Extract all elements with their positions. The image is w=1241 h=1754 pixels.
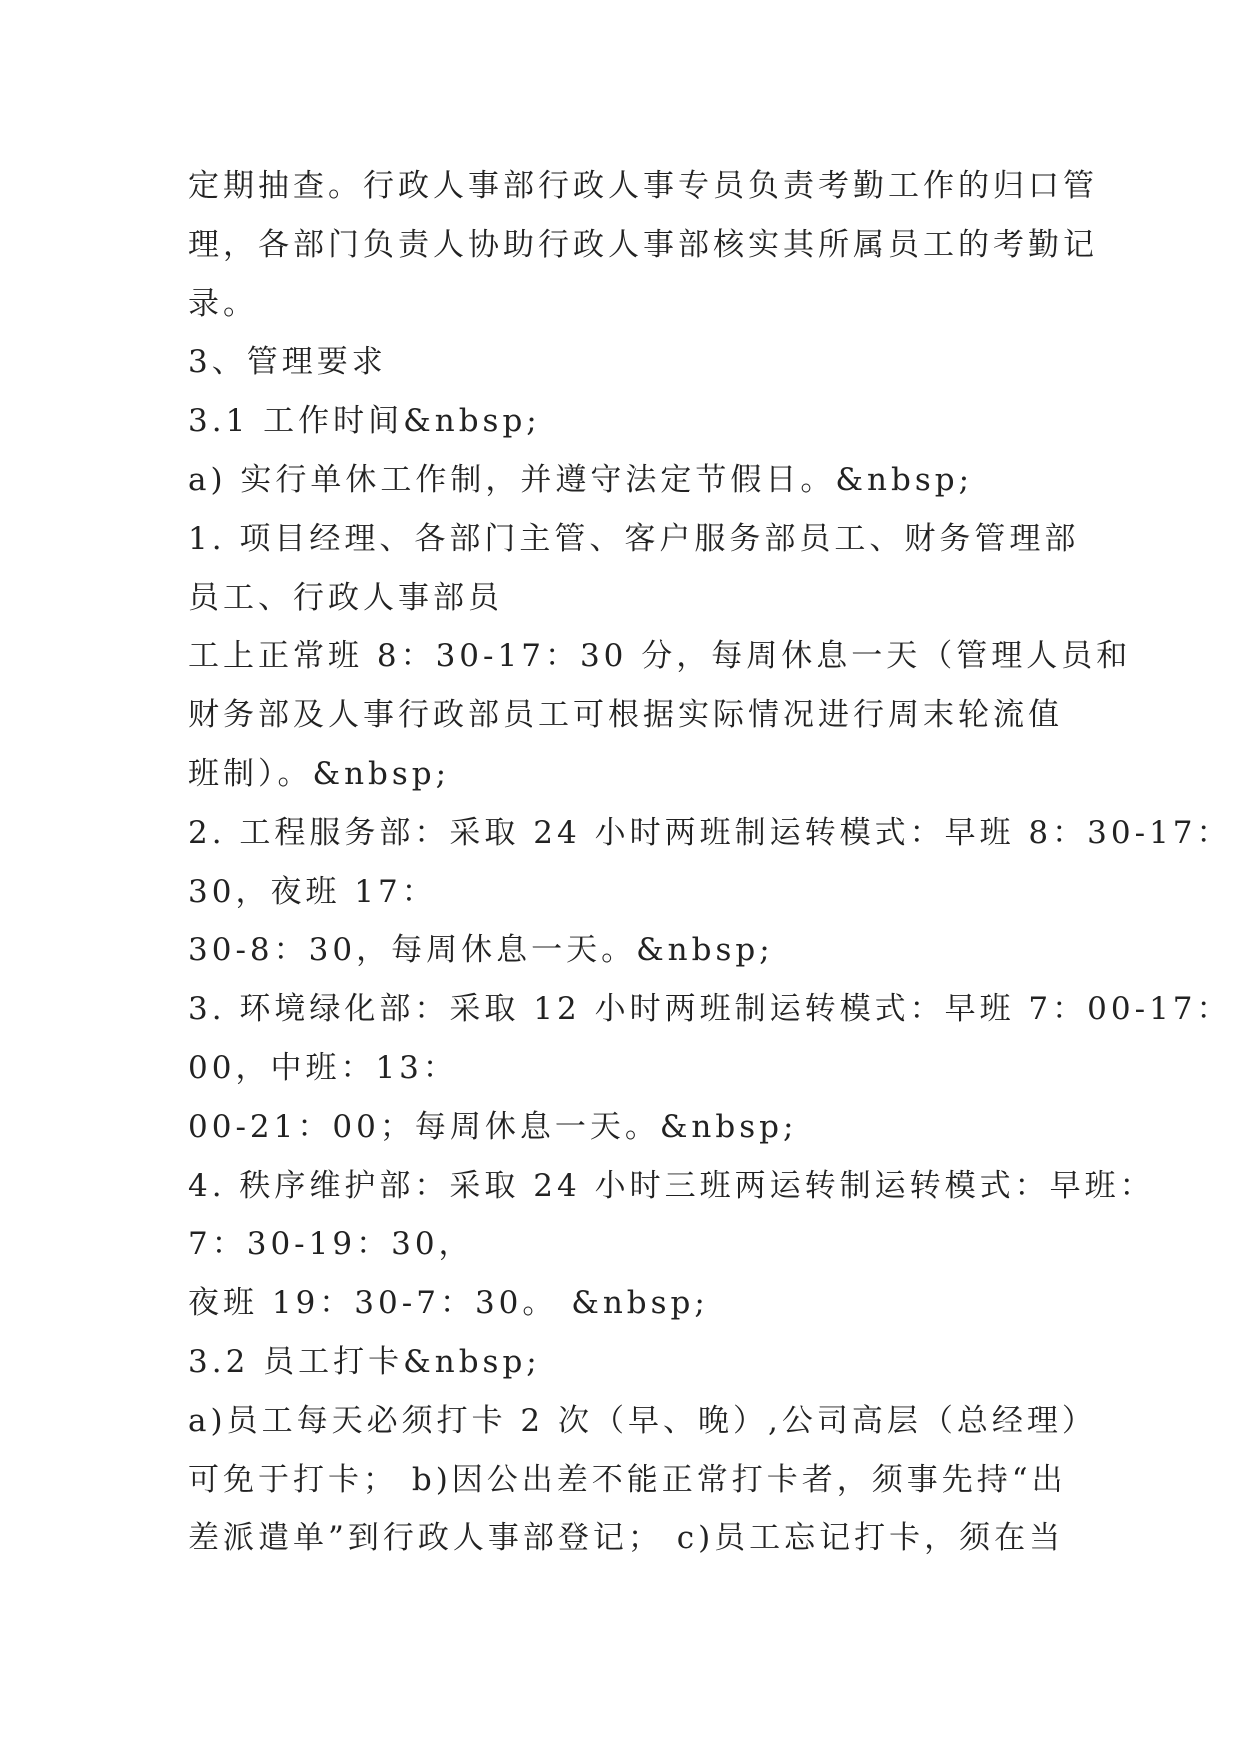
document-body — [188, 157, 1232, 1568]
subsection-heading: 3.1 工作时间&nbsp; — [188, 403, 541, 440]
text-line: 班制）。&nbsp; — [188, 755, 451, 792]
section-heading: 3、管理要求 — [188, 344, 387, 381]
subsection-heading: 3.2 员工打卡&nbsp; — [188, 1343, 541, 1380]
text-line: 30-8：30，每周休息一天。&nbsp; — [188, 932, 774, 969]
text-line: 可免于打卡； b)因公出差不能正常打卡者，须事先持“出 — [188, 1461, 1067, 1498]
text-line: 00，中班：13： — [188, 1049, 458, 1086]
text-line: 夜班 19：30-7：30。 &nbsp; — [188, 1285, 709, 1322]
text-line: a)员工每天必须打卡 2 次（早、晚）,公司高层（总经理） — [188, 1402, 1097, 1439]
text-line: 工上正常班 8：30-17：30 分，每周休息一天（管理人员和 — [188, 638, 1132, 675]
text-line: 00-21：00；每周休息一天。&nbsp; — [188, 1108, 798, 1145]
list-item: 2. 工程服务部：采取 24 小时两班制运转模式：早班 8：30-17： — [188, 814, 1232, 851]
text-line: 员工、行政人事部员 — [188, 579, 503, 616]
text-line: 定期抽查。行政人事部行政人事专员负责考勤工作的归口管 — [188, 168, 1098, 204]
list-item: 3. 环境绿化部：采取 12 小时两班制运转模式：早班 7：00-17： — [188, 991, 1232, 1028]
list-item: 1. 项目经理、各部门主管、客户服务部员工、财务管理部 — [188, 520, 1080, 557]
text-line: 财务部及人事行政部员工可根据实际情况进行周末轮流值 — [188, 697, 1063, 734]
text-line: 理，各部门负责人协助行政人事部核实其所属员工的考勤记 — [188, 226, 1098, 263]
text-line: 录。 — [188, 285, 258, 322]
text-line: 差派遣单”到行政人事部登记； c)员工忘记打卡，须在当 — [188, 1520, 1065, 1557]
text-line: 7：30-19：30， — [188, 1226, 474, 1263]
text-line: a) 实行单休工作制，并遵守法定节假日。&nbsp; — [188, 461, 974, 498]
list-item: 4. 秩序维护部：采取 24 小时三班两运转制运转模式：早班： — [188, 1167, 1155, 1204]
text-line: 30，夜班 17： — [188, 873, 437, 910]
